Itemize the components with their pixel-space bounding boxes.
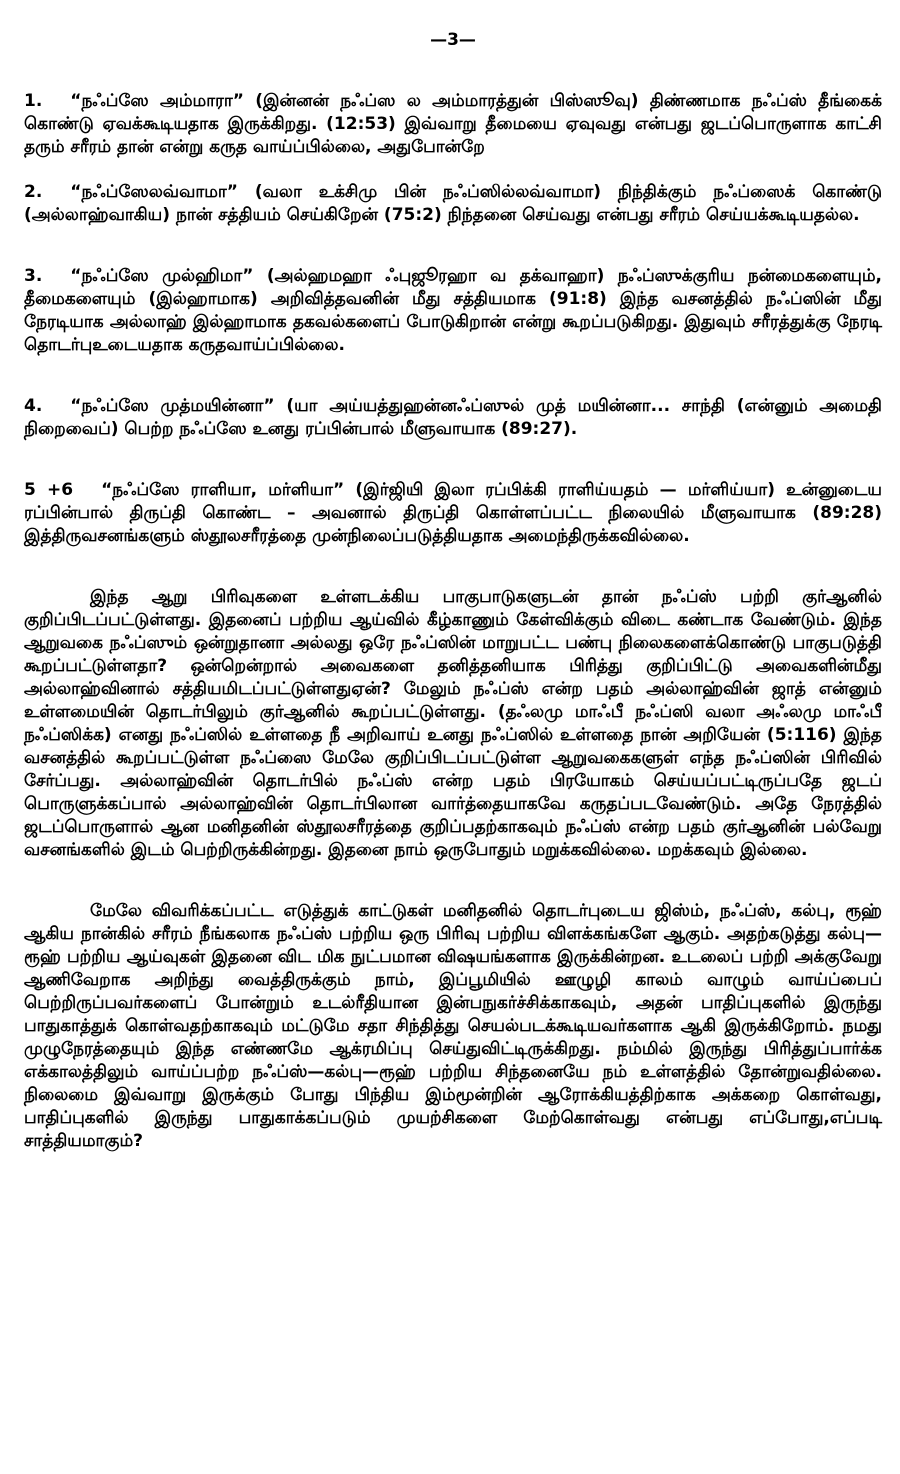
item-term: “நஃப்ஸேலவ்வாமா” xyxy=(70,182,238,202)
item-number: 1. xyxy=(24,91,43,111)
item-number: 3. xyxy=(24,266,43,286)
item-text: (அல்ஹமஹா ஃபுஜூரஹா வ தக்வாஹா) நஃப்ஸுக்குரிய நன்மைகளையும், தீமைகளையும் (இல்ஹாமாக) அறிவித்தவனின் மீது சத்தியமாக (91:8) இந்த வசனத்தில் நஃப்ஸின் மீது நேரடியாக அல்லாஹ் இல்ஹாமாக தகவல்களைப் போடுகிறான் என்று கூறப்படுகிறது. இதுவும் சரீரத்துக்கு நேரடி தொடர்புஉடையதாக கருதவாய்ப்பில்லை. xyxy=(24,266,883,355)
item-term: “நஃப்ஸே அம்மாரா” xyxy=(70,91,244,111)
list-item-1 xyxy=(24,90,882,159)
item-number: 5 +6 xyxy=(24,480,74,500)
list-item-2 xyxy=(24,181,882,227)
item-text: (யா அய்யத்துஹன்னஃப்ஸுல் முத் மயின்னா... சாந்தி (என்னும் அமைதி நிறைவைப்) பெற்ற நஃப்ஸே உனது ரப்பின்பால் மீளுவாயாக (89:27). xyxy=(24,396,882,439)
item-text: (இன்னன் நஃப்ஸ ல அம்மாரத்துன் பிஸ்ஸூவு) திண்ணமாக நஃப்ஸ் தீங்கைக் கொண்டு ஏவக்கூடியதாக இருக்கிறது. (12:53) இவ்வாறு தீமையை ஏவுவது என்பது ஜடப்பொருளாக காட்சி தரும் சரீரம் தான் என்று கருத வாய்ப்பில்லை, அதுபோன்றே xyxy=(24,91,882,157)
item-text: (வலா உக்சிமு பின் நஃப்ஸில்லவ்வாமா) நிந்திக்கும் நஃப்ஸைக் கொண்டு (அல்லாஹ்வாகிய) நான் சத்தியம் செய்கிறேன் (75:2) நிந்தனை செய்வது என்பது சரீரம் செய்யக்கூடியதல்ல. xyxy=(24,182,882,225)
item-term: “நஃப்ஸே முத்மயின்னா” xyxy=(70,396,275,416)
document-page xyxy=(24,30,882,1153)
item-term: “நஃப்ஸே ராளியா, மர்ளியா” xyxy=(101,480,345,500)
item-number: 2. xyxy=(24,182,43,202)
body-paragraph-1: இந்த ஆறு பிரிவுகளை உள்ளடக்கிய பாகுபாடுகளுடன் தான் நஃப்ஸ் பற்றி குர்ஆனில் குறிப்பிடப்பட்டுள்ளது. இதனைப் பற்றிய ஆய்வில் கீழ்காணும் கேள்விக்கும் விடை கண்டாக வேண்டும். இந்த ஆறுவகை நஃப்ஸும் ஒன்றுதானா அல்லது ஒரே நஃப்ஸின் மாறுபட்ட பண்பு நிலைகளைக்கொண்டு பாகுபடுத்தி கூறப்பட்டுள்ளதா? ஒன்றென்றால் அவைகளை தனித்தனியாக பிரித்து குறிப்பிட்டு அவைகளின்மீது அல்லாஹ்வினால் சத்தியமிடப்பட்டுள்ளதுஏன்? மேலும் நஃப்ஸ் என்ற பதம் அல்லாஹ்வின் ஜாத் என்னும் உள்ளமையின் தொடர்பிலும் குர்ஆனில் கூறப்பட்டுள்ளது. (தஃலமு மாஃபீ நஃப்ஸி வலா அஃலமு மாஃபீ நஃப்ஸிக்க) எனது நஃப்ஸில் உள்ளதை நீ அறிவாய் உனது நஃப்ஸில் உள்ளதை நான் அறியேன் (5:116) இந்த வசனத்தில் கூறப்பட்டுள்ள நஃப்ஸை மேலே குறிப்பிடப்பட்டுள்ள ஆறுவகைகளுள் எந்த நஃப்ஸின் பிரிவில் சேர்ப்பது. அல்லாஹ்வின் தொடர்பில் நஃப்ஸ் என்ற பதம் பிரயோகம் செய்யப்பட்டிருப்பதே ஜடப் பொருளுக்கப்பால் அல்லாஹ்வின் தொடர்பிலான வார்த்தையாகவே கருதப்படவேண்டும். அதே நேரத்தில் ஜடப்பொருளால் ஆன மனிதனின் ஸ்தூலசரீரத்தை குறிப்பதற்காகவும் நஃப்ஸ் என்ற பதம் குர்ஆனின் பல்வேறு வசனங்களில் இடம் பெற்றிருக்கின்றது. இதனை நாம் ஒருபோதும் மறுக்கவில்லை. மறக்கவும் இல்லை. xyxy=(24,587,882,860)
item-number: 4. xyxy=(24,396,43,416)
item-term: “நஃப்ஸே முல்ஹிமா” xyxy=(70,266,254,286)
item-text: (இர்ஜியி இலா ரப்பிக்கி ராளிய்யதம் — மர்ளிய்யா) உன்னுடைய ரப்பின்பால் திருப்தி கொண்ட – அவனால் திருப்தி கொள்ளப்பட்ட நிலையில் மீளுவாயாக (89:28) இத்திருவசனங்களும் ஸ்தூலசரீரத்தை முன்நிலைப்படுத்தியதாக அமைந்திருக்கவில்லை. xyxy=(24,480,883,546)
body-paragraph-2: மேலே விவரிக்கப்பட்ட எடுத்துக் காட்டுகள் மனிதனில் தொடர்புடைய ஜிஸ்ம், நஃப்ஸ், கல்பு, ரூஹ் ஆகிய நான்கில் சரீரம் நீங்கலாக நஃப்ஸ் பற்றிய ஒரு பிரிவு பற்றிய விளக்கங்களே ஆகும். அதற்கடுத்து கல்பு—ரூஹ் பற்றிய ஆய்வுகள் இதனை விட மிக நுட்பமான விஷயங்களாக இருக்கின்றன. உடலைப் பற்றி அக்குவேறு ஆணிவேறாக அறிந்து வைத்திருக்கும் நாம், இப்பூமியில் ஊழுழி காலம் வாழும் வாய்ப்பைப் பெற்றிருப்பவர்களைப் போன்றும் உடல்ரீதியான இன்பநுகர்ச்சிக்காகவும், அதன் பாதிப்புகளில் இருந்து பாதுகாத்துக் கொள்வதற்காகவும் மட்டுமே சதா சிந்தித்து செயல்படக்கூடியவர்களாக ஆகி இருக்கிறோம். நமது முழுநேரத்தையும் இந்த எண்ணமே ஆக்ரமிப்பு செய்துவிட்டிருக்கிறது. நம்மில் இருந்து பிரித்துப்பார்க்க எக்காலத்திலும் வாய்ப்பற்ற நஃப்ஸ்—கல்பு—ரூஹ் பற்றிய சிந்தனையே நம் உள்ளத்தில் தோன்றுவதில்லை. நிலைமை இவ்வாறு இருக்கும் போது பிந்திய இம்மூன்றின் ஆரோக்கியத்திற்காக அக்கறை கொள்வது, பாதிப்புகளில் இருந்து பாதுகாக்கப்படும் முயற்சிகளை மேற்கொள்வது என்பது எப்போது,எப்படி சாத்தியமாகும்? xyxy=(24,901,882,1151)
list-item-3 xyxy=(24,265,882,357)
list-item-5-6 xyxy=(24,479,882,548)
page-number: —3— xyxy=(430,30,476,50)
list-item-4 xyxy=(24,395,882,441)
